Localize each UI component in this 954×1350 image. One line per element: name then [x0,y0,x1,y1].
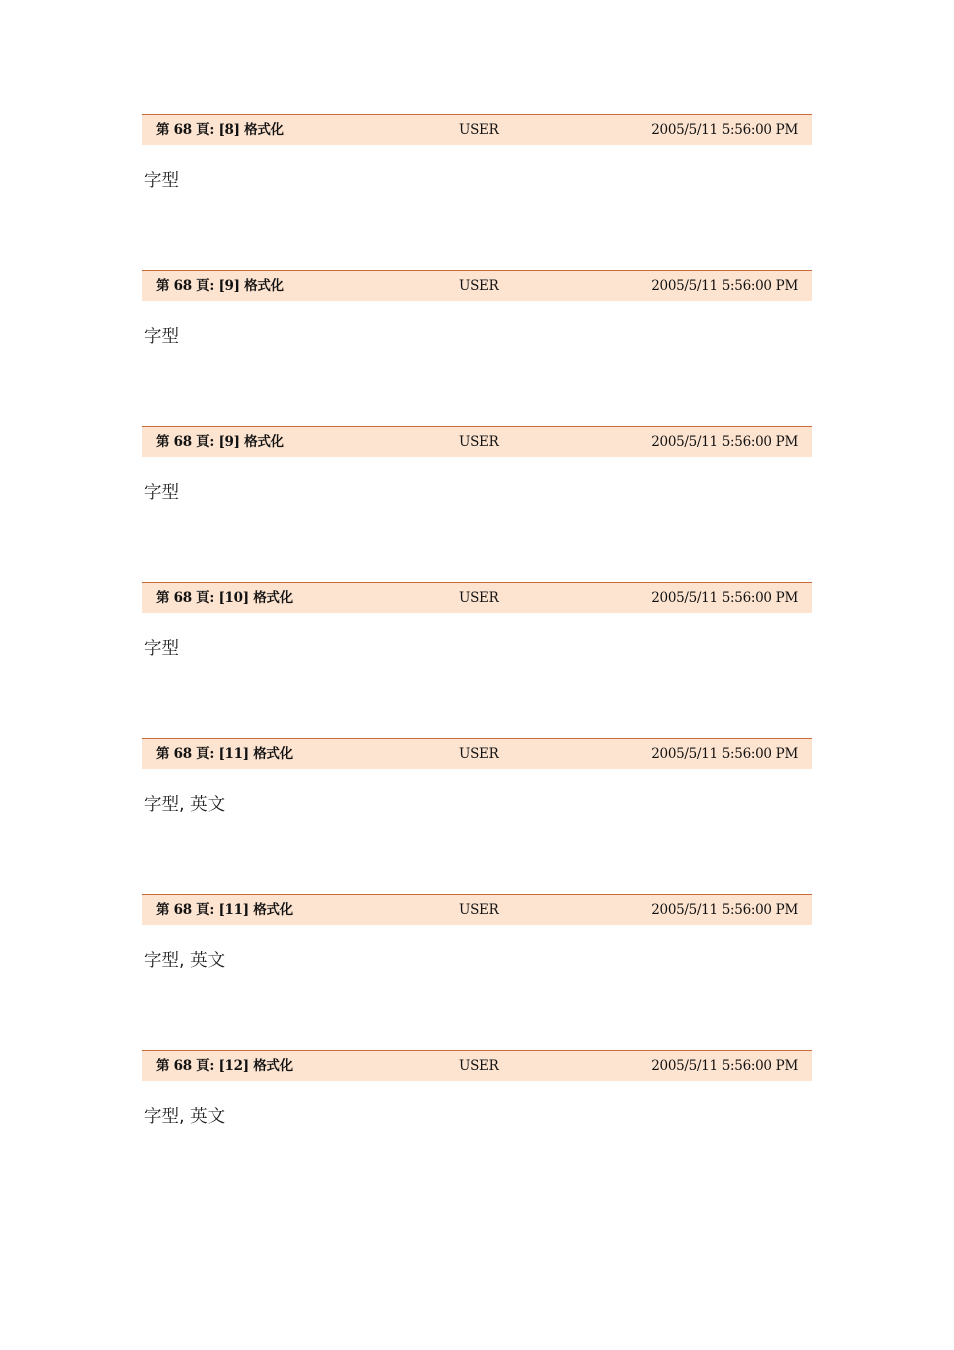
formatting-change-list [142,114,812,1206]
entry-timestamp: 2005/5/11 5:56:00 PM [651,122,798,138]
entry-header [142,738,812,769]
entry-author: USER [459,278,499,294]
entry-timestamp: 2005/5/11 5:56:00 PM [651,434,798,450]
entry-content: 字型, 英文 [144,1107,226,1127]
entry-label: 第 68 頁: [10] 格式化 [156,590,293,606]
formatting-change-entry [142,582,812,738]
entry-content: 字型 [144,171,179,191]
entry-label: 第 68 頁: [9] 格式化 [156,278,284,294]
entry-header [142,270,812,301]
entry-label: 第 68 頁: [11] 格式化 [156,902,293,918]
entry-author: USER [459,902,499,918]
entry-label: 第 68 頁: [8] 格式化 [156,122,284,138]
entry-author: USER [459,746,499,762]
entry-content: 字型, 英文 [144,795,226,815]
formatting-change-entry [142,738,812,894]
formatting-change-entry [142,114,812,270]
entry-header [142,1050,812,1081]
entry-header [142,426,812,457]
entry-author: USER [459,590,499,606]
entry-timestamp: 2005/5/11 5:56:00 PM [651,278,798,294]
entry-header [142,582,812,613]
formatting-change-entry [142,894,812,1050]
entry-author: USER [459,1058,499,1074]
entry-timestamp: 2005/5/11 5:56:00 PM [651,590,798,606]
entry-label: 第 68 頁: [9] 格式化 [156,434,284,450]
entry-timestamp: 2005/5/11 5:56:00 PM [651,1058,798,1074]
entry-label: 第 68 頁: [11] 格式化 [156,746,293,762]
formatting-change-entry [142,270,812,426]
formatting-change-entry [142,1050,812,1206]
entry-author: USER [459,122,499,138]
entry-timestamp: 2005/5/11 5:56:00 PM [651,746,798,762]
entry-label: 第 68 頁: [12] 格式化 [156,1058,293,1074]
entry-content: 字型 [144,483,179,503]
entry-content: 字型 [144,327,179,347]
entry-timestamp: 2005/5/11 5:56:00 PM [651,902,798,918]
entry-author: USER [459,434,499,450]
formatting-change-entry [142,426,812,582]
entry-header [142,894,812,925]
entry-content: 字型 [144,639,179,659]
entry-content: 字型, 英文 [144,951,226,971]
entry-header [142,114,812,145]
